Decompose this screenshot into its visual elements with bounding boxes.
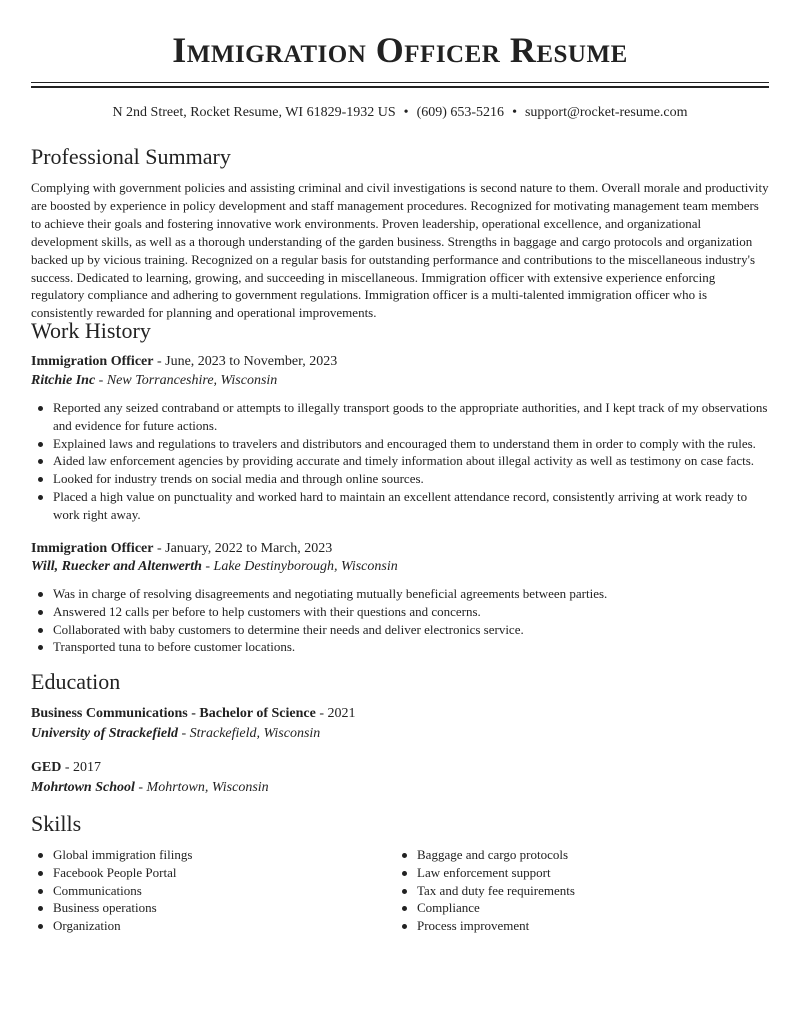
- job-company: Will, Ruecker and Altenwerth: [31, 559, 202, 574]
- job-title: Immigration Officer: [31, 541, 154, 556]
- job-dates: - June, 2023 to November, 2023: [153, 354, 338, 369]
- list-item: Explained laws and regulations to travelers and distributors and encouraged them to understand them in order to comply with the rules.: [31, 435, 769, 453]
- job-dates: - January, 2022 to March, 2023: [153, 541, 333, 556]
- degree-name: GED: [31, 760, 62, 775]
- skills-column-right: [395, 846, 735, 935]
- skills-heading: Skills: [31, 811, 82, 836]
- summary-text: Complying with government policies and assisting criminal and civil investigations is second nature to them. Overall morale and productivity are boosted by experience in policy development and staff management procedures. Recognized for motivating management team members to achieve their goals and fostering innovative work environments. Proven leadership, operational excellence, and organizational development skills, as well as a thorough understanding of the garden business. Strengths in baggage and cargo protocols and organization backed up by vicious training. Recognized on a regular basis for outstanding performance and contributions to the miscellaneous industry's success. Dedicated to learning, growing, and succeeding in miscellaneous. Immigration officer with extensive experience enforcing regulatory compliance and adhering to government regulations. Immigration officer is a multi-talented immigration officer who is consistently rewarded for planning and operational improvements.: [31, 180, 769, 321]
- header-divider-thick: [31, 86, 769, 88]
- degree-line: [31, 759, 101, 777]
- list-item: Transported tuna to before customer locations.: [31, 638, 769, 656]
- skills-list: [395, 846, 735, 935]
- resume-title: Immigration Officer Resume: [172, 30, 628, 70]
- skills-list: [31, 846, 371, 935]
- skill-item: Communications: [31, 882, 371, 900]
- list-item: Looked for industry trends on social media and through online sources.: [31, 470, 769, 488]
- list-item: Aided law enforcement agencies by providing accurate and timely information about illegal activity as well as testimony on case facts.: [31, 452, 769, 470]
- job-title-line: [31, 540, 332, 558]
- contact-separator: •: [403, 105, 409, 120]
- contact-line: [31, 104, 769, 122]
- skill-item: Baggage and cargo protocols: [395, 846, 735, 864]
- job-company-line: [31, 372, 277, 390]
- skill-item: Global immigration filings: [31, 846, 371, 864]
- school-line: [31, 725, 320, 743]
- job-company: Ritchie Inc: [31, 373, 96, 388]
- school-location: - Strackefield, Wisconsin: [177, 726, 321, 741]
- degree-year: - 2021: [315, 706, 356, 721]
- skills-column-left: [31, 846, 371, 935]
- school-name: Mohrtown School: [31, 780, 135, 795]
- job-location: - New Torranceshire, Wisconsin: [95, 373, 278, 388]
- list-item: Was in charge of resolving disagreements and negotiating mutually beneficial agreements between parties.: [31, 585, 769, 603]
- summary-heading: Professional Summary: [31, 144, 231, 169]
- education-heading: Education: [31, 669, 121, 694]
- skill-item: Organization: [31, 917, 371, 935]
- job-title-line: [31, 353, 337, 371]
- skill-item: Compliance: [395, 899, 735, 917]
- job-location: - Lake Destinyborough, Wisconsin: [201, 559, 398, 574]
- school-line: [31, 779, 269, 797]
- skill-item: Tax and duty fee requirements: [395, 882, 735, 900]
- job-title: Immigration Officer: [31, 354, 154, 369]
- header-divider-thin: [31, 82, 769, 83]
- degree-name: Business Communications - Bachelor of Science: [31, 706, 316, 721]
- skill-item: Business operations: [31, 899, 371, 917]
- contact-address: N 2nd Street, Rocket Resume, WI 61829-1932 US: [112, 105, 396, 120]
- skill-item: Process improvement: [395, 917, 735, 935]
- school-name: University of Strackefield: [31, 726, 178, 741]
- list-item: Answered 12 calls per before to help customers with their questions and concerns.: [31, 603, 769, 621]
- job-bullets: [31, 585, 769, 656]
- contact-separator: •: [512, 105, 517, 120]
- job-company-line: [31, 558, 398, 576]
- job-bullets: [31, 399, 769, 524]
- work-history-heading: Work History: [31, 318, 151, 343]
- skill-item: Facebook People Portal: [31, 864, 371, 882]
- contact-phone: (609) 653-5216: [416, 105, 505, 120]
- list-item: Reported any seized contraband or attempts to illegally transport goods to the appropriate authorities, and I kept track of my observations and evidence for future actions.: [31, 399, 769, 435]
- list-item: Placed a high value on punctuality and worked hard to maintain an excellent attendance record, consistently arriving at work ready to work right away.: [31, 488, 769, 524]
- skill-item: Law enforcement support: [395, 864, 735, 882]
- school-location: - Mohrtown, Wisconsin: [134, 780, 269, 795]
- degree-year: - 2017: [61, 760, 102, 775]
- contact-email[interactable]: support@rocket-resume.com: [524, 105, 688, 120]
- degree-line: [31, 705, 355, 723]
- list-item: Collaborated with baby customers to determine their needs and deliver electronics service.: [31, 621, 769, 639]
